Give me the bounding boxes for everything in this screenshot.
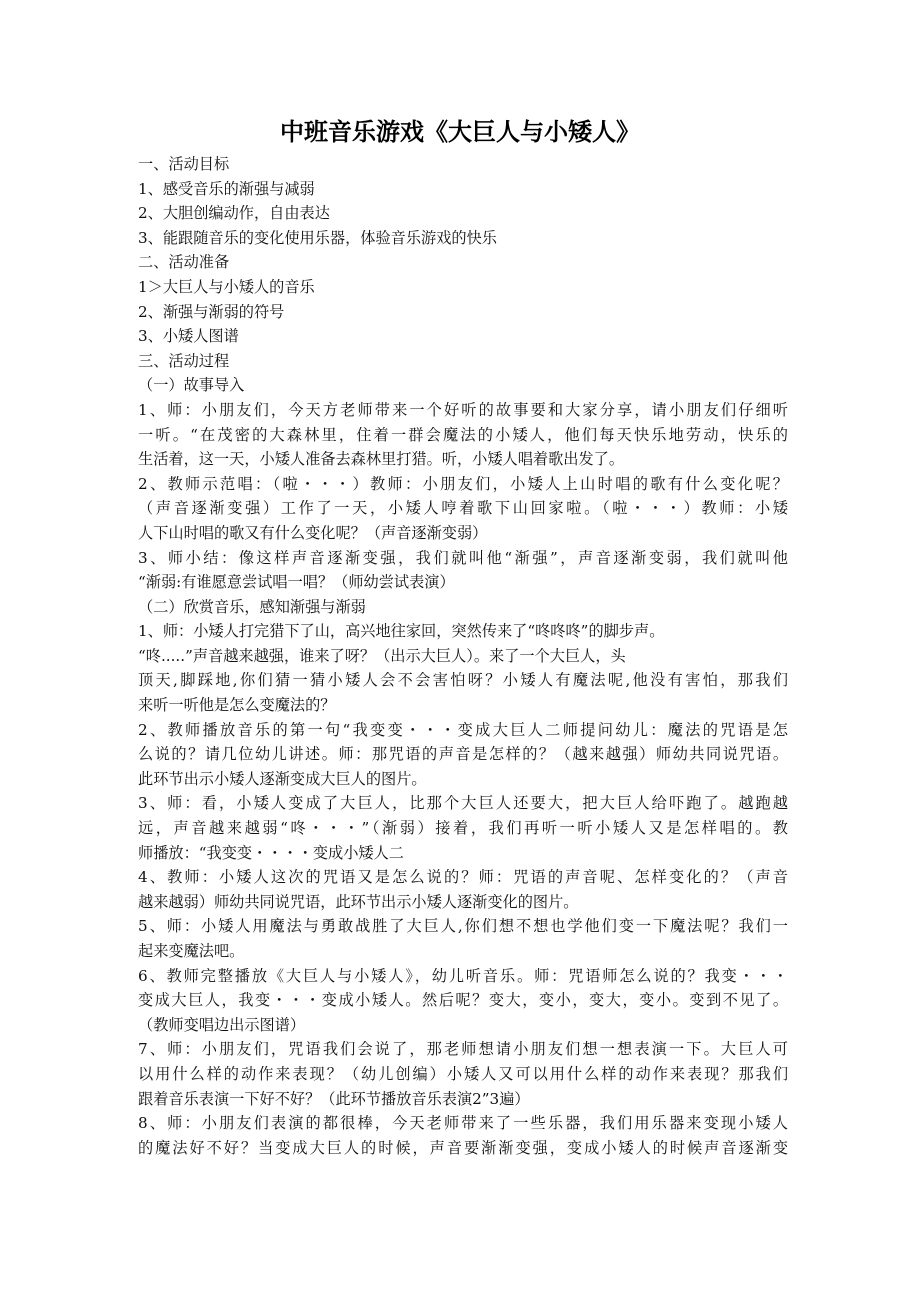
text-line: 2、渐强与渐弱的符号 bbox=[138, 302, 285, 321]
text-line: 远，声音越来越弱“咚・・・”（渐弱）接着，我们再听一听小矮人又是怎样唱的。教 bbox=[138, 819, 788, 838]
text-line: 3、师小结：像这样声音逐渐变强，我们就叫他“渐强”，声音逐渐变弱，我们就叫他 bbox=[138, 548, 788, 567]
text-line: 起来变魔法吧。 bbox=[138, 942, 245, 960]
text-line: 5、师：小矮人用魔法与勇敢战胜了大巨人,你们想不想也学他们变一下魔法呢？我们一 bbox=[138, 917, 788, 936]
text-line: （教师变唱边出示图谱） bbox=[138, 1015, 306, 1034]
text-line: 一听。“在茂密的大森林里，住着一群会魔法的小矮人，他们每天快乐地劳动，快乐的 bbox=[138, 425, 788, 444]
text-line: “咚.....”声音越来越强，谁来了呀？（出示大巨人）。来了一个大巨人，头 bbox=[138, 646, 626, 665]
text-line: 跟着音乐表演一下好不好？（此环节播放音乐表演2”3遍） bbox=[138, 1089, 530, 1108]
text-line: （一）故事导入 bbox=[138, 376, 245, 395]
text-line: 此环节出示小矮人逐渐变成大巨人的图片。 bbox=[138, 769, 427, 788]
text-line: 变成大巨人，我变・・・变成小矮人。然后呢？变大，变小，变大，变小。变到不见了。 bbox=[138, 991, 788, 1010]
text-line: 1、师：小朋友们，今天方老师带来一个好听的故事要和大家分享，请小朋友们仔细听 bbox=[138, 400, 788, 419]
text-line: （声音逐渐变强）工作了一天，小矮人哼着歌下山回家啦。（啦・・・）教师：小矮 bbox=[138, 499, 788, 518]
text-line: 2、教师播放音乐的第一句“我变变・・・变成大巨人二师提问幼儿：魔法的咒语是怎 bbox=[138, 720, 788, 739]
text-line: 以用什么样的动作来表现？（幼儿创编）小矮人又可以用什么样的动作来表现？那我们 bbox=[138, 1064, 788, 1083]
text-line: 7、师：小朋友们，咒语我们会说了，那老师想请小朋友们想一想表演一下。大巨人可 bbox=[138, 1040, 788, 1059]
text-line: 8、师：小朋友们表演的都很棒，今天老师带来了一些乐器，我们用乐器来变现小矮人 bbox=[138, 1114, 788, 1133]
text-line: 么说的？请几位幼儿讲述。师：那咒语的声音是怎样的？（越来越强）师幼共同说咒语。 bbox=[138, 745, 788, 764]
text-line: 顶天,脚踩地,你们猜一猜小矮人会不会害怕呀？小矮人有魔法呢,他没有害怕，那我们 bbox=[138, 671, 788, 690]
text-line: 2、大胆创编动作，自由表达 bbox=[138, 204, 330, 223]
text-line: 1、感受音乐的渐强与减弱 bbox=[138, 179, 315, 198]
document-body bbox=[138, 152, 788, 1160]
text-line: 4、教师：小矮人这次的咒语又是怎么说的？师：咒语的声音呢、怎样变化的？（声音 bbox=[138, 868, 788, 887]
text-line: 1、师：小矮人打完猎下了山，高兴地往家回，突然传来了“咚咚咚”的脚步声。 bbox=[138, 622, 665, 641]
text-line: 三、活动过程 bbox=[138, 351, 230, 370]
text-line: 3、能跟随音乐的变化使用乐器，体验音乐游戏的快乐 bbox=[138, 228, 497, 247]
text-line: 3、师：看，小矮人变成了大巨人，比那个大巨人还要大，把大巨人给吓跑了。越跑越 bbox=[138, 794, 788, 813]
text-line: 师播放：“我变变・・・・变成小矮人二 bbox=[138, 843, 404, 862]
text-line: （二）欣赏音乐，感知渐强与渐弱 bbox=[138, 597, 366, 616]
document-title: 中班音乐游戏《大巨人与小矮人》 bbox=[280, 118, 640, 146]
text-line: 来听一听他是怎么变魔法的？ bbox=[138, 696, 336, 715]
text-line: 越来越弱）师幼共同说咒语，此环节出示小矮人逐渐变化的图片。 bbox=[138, 892, 579, 911]
text-line: 1＞大巨人与小矮人的音乐 bbox=[138, 277, 315, 296]
text-line: 生活着，这一天，小矮人准备去森林里打猎。听，小矮人唱着歌出发了。 bbox=[138, 450, 624, 469]
text-line: “渐弱:有谁愿意尝试唱一唱？（师幼尝试表演） bbox=[138, 573, 455, 592]
text-line: 2、教师示范唱：（啦・・・）教师：小朋友们，小矮人上山时唱的歌有什么变化呢？ bbox=[138, 474, 788, 493]
text-line: 二、活动准备 bbox=[138, 253, 230, 272]
text-line: 3、小矮人图谱 bbox=[138, 327, 239, 346]
text-line: 6、教师完整播放《大巨人与小矮人》，幼儿听音乐。师：咒语师怎么说的？我变・・・ bbox=[138, 966, 788, 985]
text-line: 人下山时唱的歌又有什么变化呢？（声音逐渐变弱） bbox=[138, 523, 488, 542]
text-line: 的魔法好不好？当变成大巨人的时候，声音要渐渐变强，变成小矮人的时候声音逐渐变 bbox=[138, 1138, 788, 1157]
text-line: 一、活动目标 bbox=[138, 155, 230, 173]
